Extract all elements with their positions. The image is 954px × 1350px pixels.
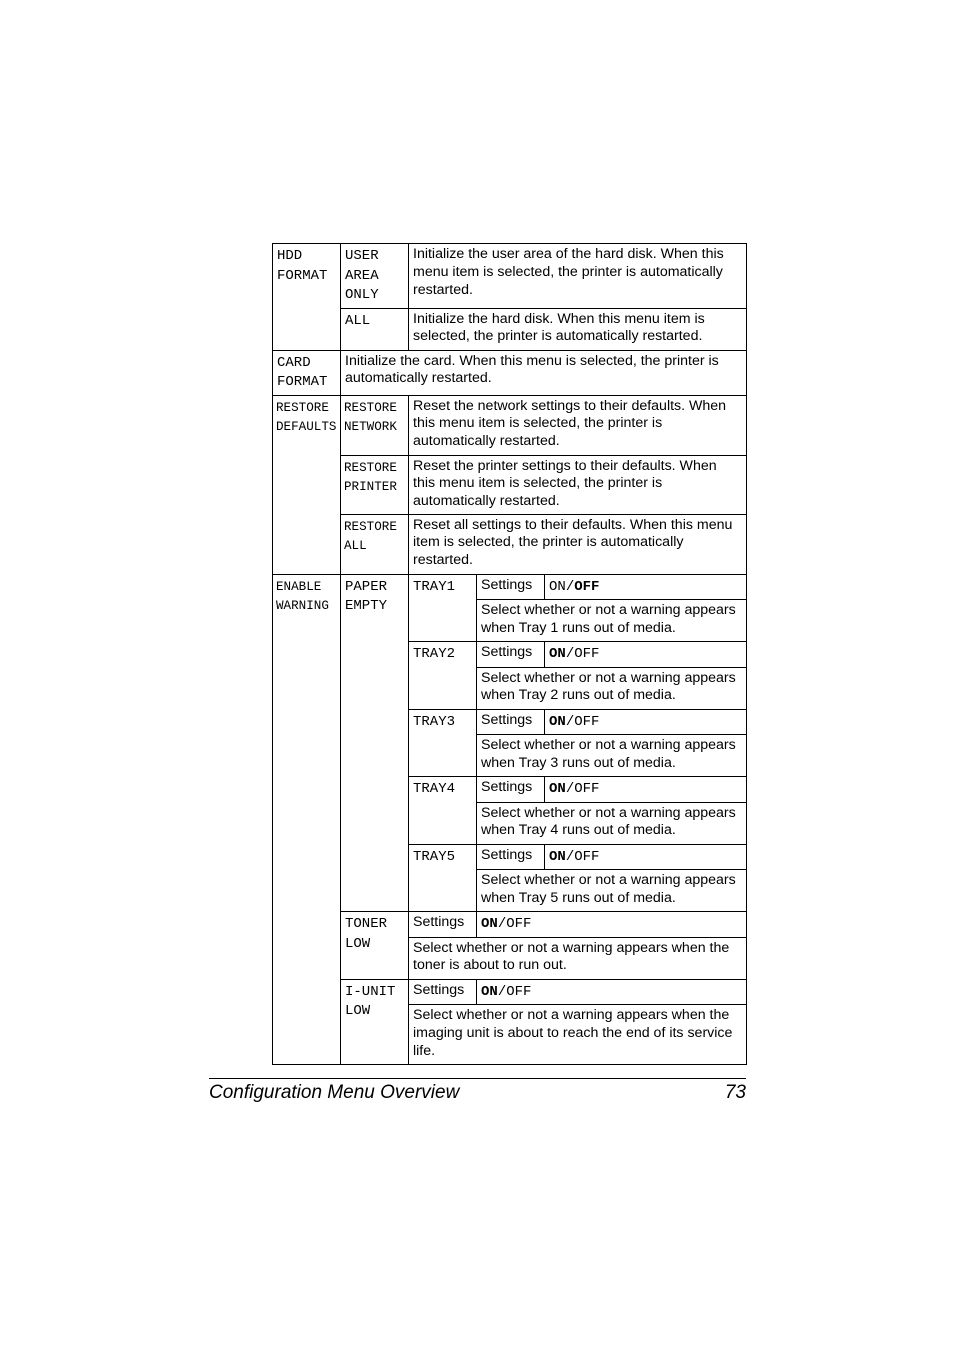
table-row [273, 455, 747, 514]
table-row [273, 574, 747, 600]
hdd-format-label: HDD FORMAT [273, 244, 341, 351]
tray2-settings-value: ON/OFF [545, 642, 747, 668]
tray2-description: Select whether or not a warning appears when Tray 2 runs out of media. [477, 667, 747, 709]
card-format-description: Initialize the card. When this menu is selected, the printer is automatically restarted. [341, 350, 747, 395]
user-area-only-label: USER AREA ONLY [341, 244, 409, 309]
toner-low-description: Select whether or not a warning appears when the toner is about to run out. [409, 937, 747, 979]
restore-printer-description: Reset the printer settings to their defaults. When this menu item is selected, the printer is automatically restarted. [409, 455, 747, 514]
tray1-description: Select whether or not a warning appears when Tray 1 runs out of media. [477, 600, 747, 642]
hdd-all-description: Initialize the hard disk. When this menu item is selected, the printer is automatically restarted. [409, 308, 747, 350]
table-row [273, 395, 747, 455]
user-area-only-description: Initialize the user area of the hard disk. When this menu item is selected, the printer is automatically restarted. [409, 244, 747, 309]
toner-settings-label: Settings [409, 912, 477, 938]
tray3-label: TRAY3 [409, 709, 477, 777]
tray4-description: Select whether or not a warning appears when Tray 4 runs out of media. [477, 802, 747, 844]
restore-printer-label: RESTORE PRINTER [341, 455, 409, 514]
i-unit-settings-label: Settings [409, 979, 477, 1005]
restore-network-description: Reset the network settings to their defaults. When this menu item is selected, the printer is automatically restarted. [409, 395, 747, 455]
table-row [273, 244, 747, 309]
table-row [273, 912, 747, 938]
table-row [273, 308, 747, 350]
card-format-label: CARD FORMAT [273, 350, 341, 395]
enable-warning-label: ENABLE WARNING [273, 574, 341, 1065]
tray5-description: Select whether or not a warning appears when Tray 5 runs out of media. [477, 870, 747, 912]
tray2-settings-label: Settings [477, 642, 545, 668]
paper-empty-label: PAPER EMPTY [341, 574, 409, 912]
restore-all-description: Reset all settings to their defaults. When this menu item is selected, the printer is automatically restarted. [409, 514, 747, 574]
footer-divider [209, 1078, 746, 1079]
restore-all-label: RESTORE ALL [341, 514, 409, 574]
i-unit-low-label: I-UNIT LOW [341, 979, 409, 1065]
tray3-description: Select whether or not a warning appears when Tray 3 runs out of media. [477, 735, 747, 777]
tray2-label: TRAY2 [409, 642, 477, 710]
i-unit-low-description: Select whether or not a warning appears when the imaging unit is about to reach the end of its service life. [409, 1005, 747, 1065]
config-menu-table [272, 243, 747, 1065]
restore-network-label: RESTORE NETWORK [341, 395, 409, 455]
tray4-settings-label: Settings [477, 777, 545, 803]
tray1-label: TRAY1 [409, 574, 477, 642]
toner-low-label: TONER LOW [341, 912, 409, 980]
table-row [273, 979, 747, 1005]
tray3-settings-value: ON/OFF [545, 709, 747, 735]
tray4-settings-value: ON/OFF [545, 777, 747, 803]
tray5-settings-label: Settings [477, 844, 545, 870]
page-number: 73 [724, 1082, 746, 1103]
tray1-settings-value: ON/OFF [545, 574, 747, 600]
restore-defaults-label: RESTORE DEFAULTS [273, 395, 341, 574]
tray4-label: TRAY4 [409, 777, 477, 845]
hdd-all-label: ALL [341, 308, 409, 350]
tray1-settings-label: Settings [477, 574, 545, 600]
toner-settings-value: ON/OFF [477, 912, 747, 938]
table-row [273, 350, 747, 395]
tray3-settings-label: Settings [477, 709, 545, 735]
tray5-label: TRAY5 [409, 844, 477, 912]
footer-title: Configuration Menu Overview [209, 1082, 460, 1103]
tray5-settings-value: ON/OFF [545, 844, 747, 870]
table-row [273, 514, 747, 574]
i-unit-settings-value: ON/OFF [477, 979, 747, 1005]
